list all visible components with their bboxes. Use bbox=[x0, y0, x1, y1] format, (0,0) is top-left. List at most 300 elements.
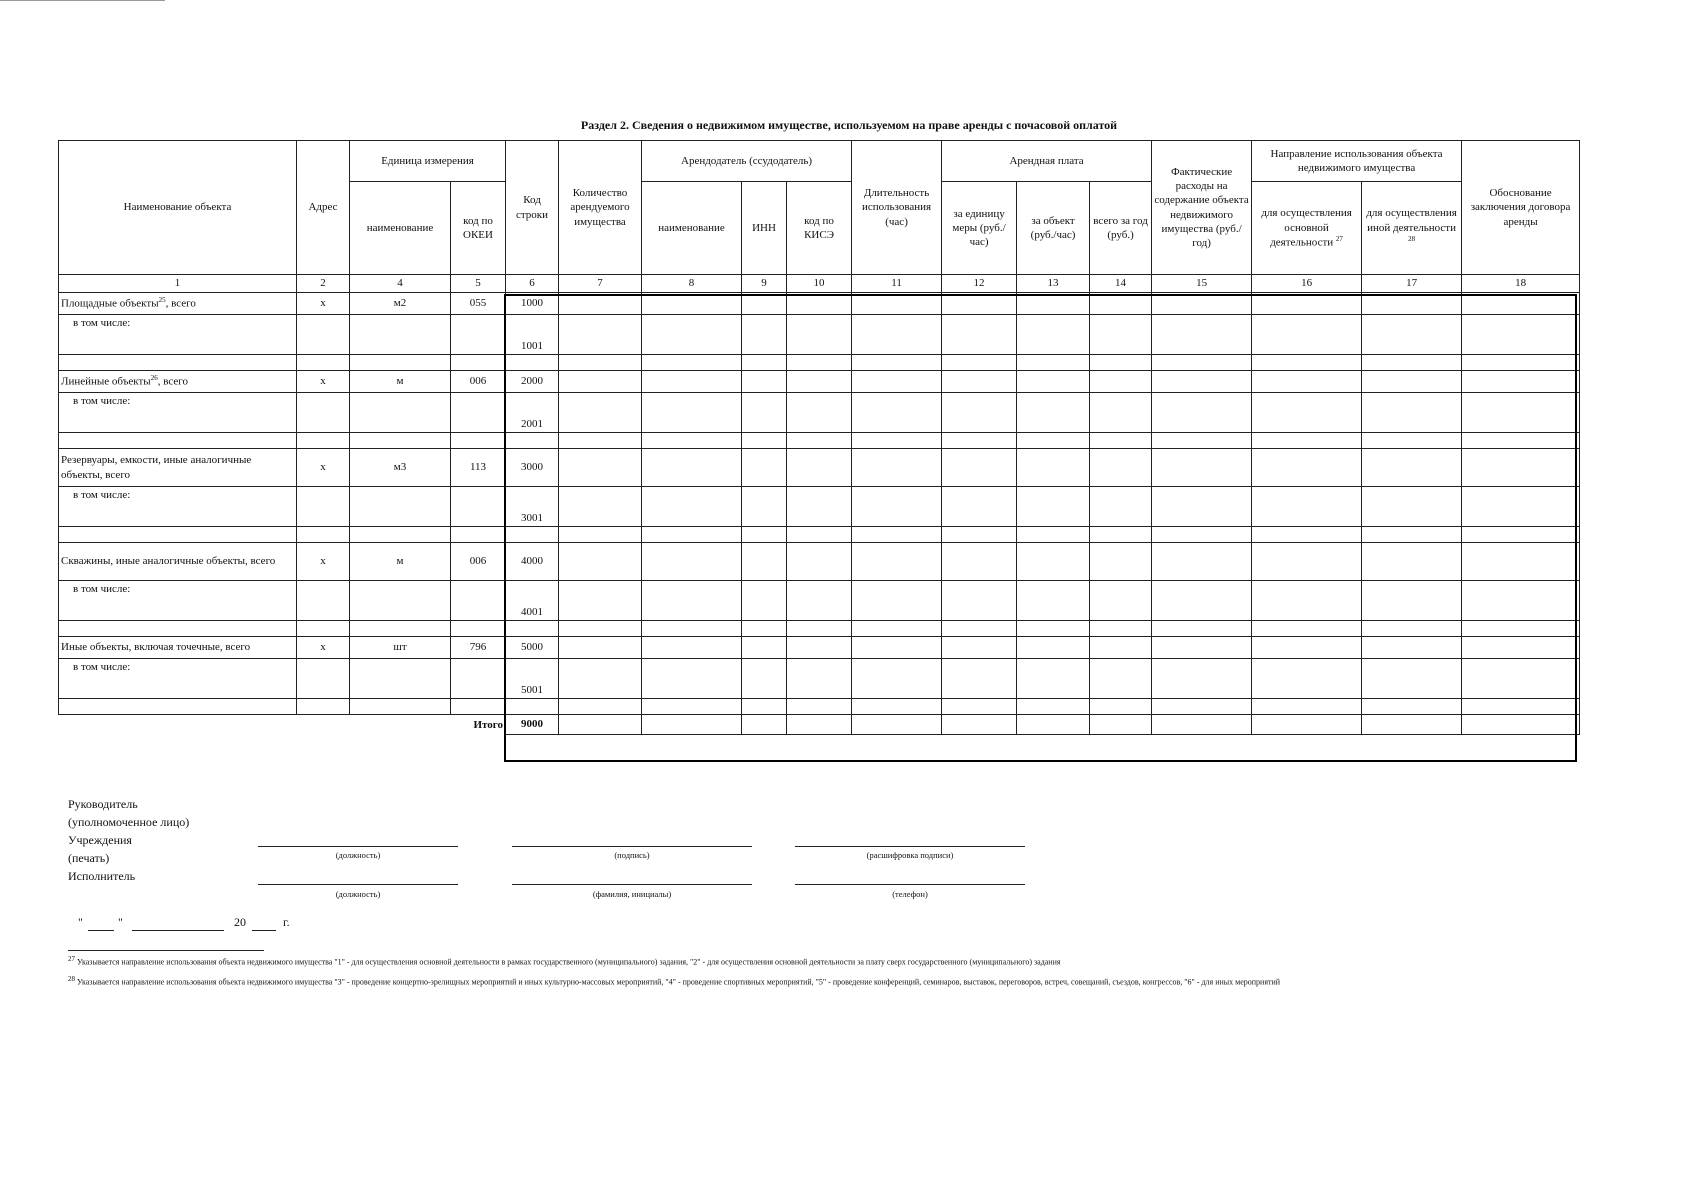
empty-cell[interactable] bbox=[852, 527, 942, 543]
empty-cell[interactable] bbox=[642, 371, 742, 393]
empty-cell[interactable] bbox=[297, 315, 350, 355]
empty-cell[interactable] bbox=[59, 355, 297, 371]
table-row-sub bbox=[59, 659, 1580, 699]
empty-cell[interactable] bbox=[451, 315, 506, 355]
empty-cell[interactable] bbox=[506, 621, 559, 637]
empty-cell[interactable] bbox=[1017, 449, 1090, 487]
empty-cell[interactable] bbox=[852, 315, 942, 355]
empty-cell[interactable] bbox=[1090, 355, 1152, 371]
empty-cell[interactable] bbox=[787, 393, 852, 433]
empty-cell[interactable] bbox=[506, 355, 559, 371]
empty-cell[interactable] bbox=[1017, 355, 1090, 371]
empty-cell[interactable] bbox=[787, 355, 852, 371]
row-code-cell: 4001 bbox=[506, 581, 559, 621]
empty-cell[interactable] bbox=[1362, 449, 1462, 487]
empty-cell[interactable] bbox=[559, 355, 642, 371]
footnote-27: $^{27}$ Указывается направление использования объекта недвижимого имущества "1" - для осуществления основной деятельности в рамках государственного (муниципального) задания, "2" - для осуществления основной деятельности за плату сверх государственного (муниципального) задания bbox=[68, 955, 1061, 967]
empty-cell[interactable] bbox=[942, 621, 1017, 637]
empty-cell[interactable] bbox=[1152, 527, 1252, 543]
empty-cell[interactable] bbox=[451, 581, 506, 621]
empty-cell[interactable] bbox=[1362, 543, 1462, 581]
empty-cell[interactable] bbox=[742, 581, 787, 621]
empty-cell[interactable] bbox=[742, 293, 787, 315]
empty-cell[interactable] bbox=[942, 371, 1017, 393]
empty-cell[interactable] bbox=[1252, 699, 1362, 715]
empty-cell[interactable] bbox=[297, 621, 350, 637]
okei-cell: 113 bbox=[451, 449, 506, 487]
empty-cell[interactable] bbox=[787, 527, 852, 543]
empty-cell[interactable] bbox=[451, 527, 506, 543]
column-number: 5 bbox=[451, 275, 506, 293]
empty-cell[interactable] bbox=[1090, 371, 1152, 393]
empty-cell[interactable] bbox=[787, 487, 852, 527]
empty-cell[interactable] bbox=[1252, 715, 1362, 735]
empty-cell[interactable] bbox=[297, 527, 350, 543]
empty-cell[interactable] bbox=[1152, 393, 1252, 433]
empty-cell[interactable] bbox=[852, 355, 942, 371]
empty-cell[interactable] bbox=[642, 699, 742, 715]
empty-cell[interactable] bbox=[787, 637, 852, 659]
empty-cell[interactable] bbox=[1152, 433, 1252, 449]
empty-cell[interactable] bbox=[852, 621, 942, 637]
signature-block-labels bbox=[68, 795, 189, 885]
empty-cell[interactable] bbox=[1362, 393, 1462, 433]
empty-cell[interactable] bbox=[1017, 659, 1090, 699]
empty-cell[interactable] bbox=[1017, 715, 1090, 735]
table-row-sub bbox=[59, 581, 1580, 621]
table-row-blank bbox=[59, 621, 1580, 637]
empty-cell[interactable] bbox=[742, 449, 787, 487]
empty-cell[interactable] bbox=[1152, 355, 1252, 371]
empty-cell[interactable] bbox=[1462, 699, 1580, 715]
empty-cell[interactable] bbox=[1462, 393, 1580, 433]
empty-cell[interactable] bbox=[1252, 621, 1362, 637]
empty-cell[interactable] bbox=[942, 637, 1017, 659]
empty-cell[interactable] bbox=[942, 659, 1017, 699]
empty-cell[interactable] bbox=[1017, 487, 1090, 527]
empty-cell[interactable] bbox=[642, 637, 742, 659]
empty-cell[interactable] bbox=[1090, 315, 1152, 355]
empty-cell[interactable] bbox=[742, 371, 787, 393]
empty-cell[interactable] bbox=[742, 715, 787, 735]
empty-cell[interactable] bbox=[1152, 699, 1252, 715]
empty-cell[interactable] bbox=[1252, 315, 1362, 355]
empty-cell[interactable] bbox=[297, 581, 350, 621]
empty-cell[interactable] bbox=[852, 371, 942, 393]
empty-cell[interactable] bbox=[1090, 715, 1152, 735]
empty-cell[interactable] bbox=[350, 393, 451, 433]
empty-cell[interactable] bbox=[642, 449, 742, 487]
empty-cell[interactable] bbox=[1362, 621, 1462, 637]
empty-cell[interactable] bbox=[59, 699, 297, 715]
date-year-prefix: 20 bbox=[234, 915, 246, 929]
row-code-cell: 5001 bbox=[506, 659, 559, 699]
caption-decode: (расшифровка подписи) bbox=[866, 850, 954, 860]
empty-cell[interactable] bbox=[742, 543, 787, 581]
empty-cell[interactable] bbox=[1017, 393, 1090, 433]
label-authorized: (уполномоченное лицо) bbox=[68, 815, 190, 829]
empty-cell[interactable] bbox=[297, 393, 350, 433]
row-code-cell: 1001 bbox=[506, 315, 559, 355]
empty-cell[interactable] bbox=[1362, 637, 1462, 659]
empty-cell[interactable] bbox=[297, 659, 350, 699]
empty-cell[interactable] bbox=[59, 621, 297, 637]
empty-cell[interactable] bbox=[350, 527, 451, 543]
empty-cell[interactable] bbox=[1152, 487, 1252, 527]
object-type-name bbox=[59, 371, 297, 393]
empty-cell[interactable] bbox=[942, 487, 1017, 527]
empty-cell[interactable] bbox=[1362, 371, 1462, 393]
empty-cell[interactable] bbox=[1252, 581, 1362, 621]
empty-cell[interactable] bbox=[1152, 659, 1252, 699]
empty-cell[interactable] bbox=[1090, 527, 1152, 543]
empty-cell[interactable] bbox=[350, 621, 451, 637]
okei-cell: 796 bbox=[451, 637, 506, 659]
address-cell: х bbox=[297, 371, 350, 393]
empty-cell[interactable] bbox=[942, 449, 1017, 487]
empty-cell[interactable] bbox=[642, 355, 742, 371]
empty-cell[interactable] bbox=[1252, 527, 1362, 543]
row-code-cell: 1000 bbox=[506, 293, 559, 315]
empty-cell[interactable] bbox=[1462, 621, 1580, 637]
empty-cell[interactable] bbox=[451, 659, 506, 699]
empty-cell[interactable] bbox=[1252, 433, 1362, 449]
column-number: 11 bbox=[852, 275, 942, 293]
column-number: 4 bbox=[350, 275, 451, 293]
empty-cell[interactable] bbox=[1362, 293, 1462, 315]
empty-cell[interactable] bbox=[559, 699, 642, 715]
empty-cell[interactable] bbox=[559, 433, 642, 449]
empty-cell[interactable] bbox=[559, 637, 642, 659]
empty-cell[interactable] bbox=[787, 659, 852, 699]
col-header-rent-year: всего за год (руб.) bbox=[1090, 182, 1152, 275]
object-type-label: Резервуары, емкости, иные аналогичные объекты, всего bbox=[61, 454, 252, 481]
empty-cell[interactable] bbox=[942, 699, 1017, 715]
empty-cell[interactable] bbox=[1362, 527, 1462, 543]
empty-cell[interactable] bbox=[506, 699, 559, 715]
empty-cell[interactable] bbox=[1017, 543, 1090, 581]
empty-cell[interactable] bbox=[59, 527, 297, 543]
empty-cell[interactable] bbox=[559, 543, 642, 581]
okei-cell: 055 bbox=[451, 293, 506, 315]
empty-cell[interactable] bbox=[787, 621, 852, 637]
empty-cell[interactable] bbox=[451, 433, 506, 449]
empty-cell[interactable] bbox=[59, 433, 297, 449]
empty-cell[interactable] bbox=[1090, 487, 1152, 527]
empty-cell[interactable] bbox=[451, 355, 506, 371]
empty-cell[interactable] bbox=[1252, 487, 1362, 527]
empty-cell[interactable] bbox=[1462, 659, 1580, 699]
empty-cell[interactable] bbox=[559, 621, 642, 637]
empty-cell[interactable] bbox=[451, 393, 506, 433]
empty-cell[interactable] bbox=[787, 315, 852, 355]
empty-cell[interactable] bbox=[642, 433, 742, 449]
table-row-total bbox=[59, 449, 1580, 487]
empty-cell[interactable] bbox=[942, 433, 1017, 449]
empty-cell[interactable] bbox=[1462, 527, 1580, 543]
empty-cell[interactable] bbox=[559, 487, 642, 527]
empty-cell[interactable] bbox=[742, 527, 787, 543]
empty-cell[interactable] bbox=[642, 659, 742, 699]
empty-cell[interactable] bbox=[852, 487, 942, 527]
unit-name-cell: м bbox=[350, 543, 451, 581]
empty-cell[interactable] bbox=[350, 355, 451, 371]
empty-cell[interactable] bbox=[1017, 371, 1090, 393]
empty-cell[interactable] bbox=[742, 699, 787, 715]
empty-cell[interactable] bbox=[1252, 371, 1362, 393]
empty-cell[interactable] bbox=[1462, 637, 1580, 659]
empty-cell[interactable] bbox=[942, 527, 1017, 543]
empty-cell[interactable] bbox=[559, 293, 642, 315]
empty-cell[interactable] bbox=[1152, 293, 1252, 315]
empty-cell[interactable] bbox=[1090, 621, 1152, 637]
empty-cell[interactable] bbox=[1152, 315, 1252, 355]
label-stamp: (печать) bbox=[68, 851, 110, 865]
row-code-cell: 2001 bbox=[506, 393, 559, 433]
empty-cell[interactable] bbox=[1017, 293, 1090, 315]
fio-line bbox=[512, 884, 752, 885]
empty-cell[interactable] bbox=[350, 315, 451, 355]
empty-cell[interactable] bbox=[642, 621, 742, 637]
empty-cell[interactable] bbox=[1090, 393, 1152, 433]
sub-label-cell: в том числе: bbox=[59, 581, 297, 621]
empty-cell[interactable] bbox=[506, 433, 559, 449]
empty-cell[interactable] bbox=[942, 293, 1017, 315]
empty-cell[interactable] bbox=[642, 487, 742, 527]
empty-cell[interactable] bbox=[1152, 637, 1252, 659]
caption-phone: (телефон) bbox=[892, 889, 928, 899]
date-month-line bbox=[132, 930, 224, 931]
empty-cell[interactable] bbox=[1017, 621, 1090, 637]
column-number: 10 bbox=[787, 275, 852, 293]
sub-label-cell: в том числе: bbox=[59, 487, 297, 527]
empty-cell[interactable] bbox=[1017, 637, 1090, 659]
col-header-inn: ИНН bbox=[742, 182, 787, 275]
empty-cell[interactable] bbox=[1362, 315, 1462, 355]
empty-cell[interactable] bbox=[642, 543, 742, 581]
empty-cell[interactable] bbox=[642, 293, 742, 315]
empty-cell[interactable] bbox=[559, 715, 642, 735]
empty-cell[interactable] bbox=[1152, 371, 1252, 393]
empty-cell[interactable] bbox=[642, 715, 742, 735]
empty-cell[interactable] bbox=[942, 315, 1017, 355]
empty-cell[interactable] bbox=[559, 449, 642, 487]
empty-cell[interactable] bbox=[1017, 527, 1090, 543]
empty-cell[interactable] bbox=[1252, 449, 1362, 487]
empty-cell[interactable] bbox=[742, 355, 787, 371]
empty-cell[interactable] bbox=[942, 393, 1017, 433]
empty-cell[interactable] bbox=[1252, 355, 1362, 371]
empty-cell[interactable] bbox=[1090, 433, 1152, 449]
unit-name-cell: м2 bbox=[350, 293, 451, 315]
empty-cell[interactable] bbox=[451, 621, 506, 637]
empty-cell[interactable] bbox=[1017, 433, 1090, 449]
empty-cell[interactable] bbox=[1362, 715, 1462, 735]
col-header-basis: Обоснование заключения договора аренды bbox=[1462, 141, 1580, 275]
empty-cell[interactable] bbox=[1017, 699, 1090, 715]
table-row-total bbox=[59, 293, 1580, 315]
empty-cell[interactable] bbox=[1090, 581, 1152, 621]
empty-cell[interactable] bbox=[350, 487, 451, 527]
empty-cell[interactable] bbox=[642, 581, 742, 621]
empty-cell[interactable] bbox=[852, 699, 942, 715]
empty-cell[interactable] bbox=[297, 699, 350, 715]
empty-cell[interactable] bbox=[1152, 621, 1252, 637]
empty-cell[interactable] bbox=[787, 699, 852, 715]
empty-cell[interactable] bbox=[852, 449, 942, 487]
empty-cell[interactable] bbox=[1090, 637, 1152, 659]
empty-cell[interactable] bbox=[559, 581, 642, 621]
empty-cell[interactable] bbox=[1152, 449, 1252, 487]
empty-cell[interactable] bbox=[1462, 449, 1580, 487]
address-cell: х bbox=[297, 293, 350, 315]
empty-cell[interactable] bbox=[1462, 543, 1580, 581]
empty-cell[interactable] bbox=[852, 659, 942, 699]
col-header-unit-name: наименование bbox=[350, 182, 451, 275]
col-header-duration: Длительность использования (час) bbox=[852, 141, 942, 275]
empty-cell[interactable] bbox=[1462, 293, 1580, 315]
empty-cell[interactable] bbox=[1152, 581, 1252, 621]
col-header-rent-object: за объект (руб./час) bbox=[1017, 182, 1090, 275]
empty-cell[interactable] bbox=[1090, 449, 1152, 487]
empty-cell[interactable] bbox=[1362, 487, 1462, 527]
label-head: Руководитель bbox=[68, 797, 138, 811]
empty-cell[interactable] bbox=[942, 581, 1017, 621]
empty-cell[interactable] bbox=[559, 393, 642, 433]
empty-cell[interactable] bbox=[1462, 433, 1580, 449]
empty-cell[interactable] bbox=[1090, 543, 1152, 581]
empty-cell[interactable] bbox=[1090, 659, 1152, 699]
empty-cell[interactable] bbox=[787, 581, 852, 621]
empty-cell[interactable] bbox=[942, 355, 1017, 371]
empty-cell[interactable] bbox=[642, 315, 742, 355]
col-header-name: Наименование объекта bbox=[59, 141, 297, 275]
address-cell: х bbox=[297, 637, 350, 659]
empty-cell[interactable] bbox=[1017, 315, 1090, 355]
empty-cell[interactable] bbox=[1252, 543, 1362, 581]
empty-cell[interactable] bbox=[1462, 315, 1580, 355]
caption-fio: (фамилия, инициалы) bbox=[592, 889, 672, 899]
sub-label-cell: в том числе: bbox=[59, 659, 297, 699]
table-row-blank bbox=[59, 699, 1580, 715]
empty-cell[interactable] bbox=[1362, 699, 1462, 715]
empty-cell[interactable] bbox=[559, 315, 642, 355]
empty-cell[interactable] bbox=[559, 527, 642, 543]
empty-cell[interactable] bbox=[350, 699, 451, 715]
empty-cell[interactable] bbox=[1462, 487, 1580, 527]
empty-cell[interactable] bbox=[742, 487, 787, 527]
empty-cell[interactable] bbox=[852, 433, 942, 449]
signature-line bbox=[512, 846, 752, 847]
empty-cell[interactable] bbox=[852, 581, 942, 621]
empty-cell[interactable] bbox=[1462, 715, 1580, 735]
empty-cell[interactable] bbox=[742, 393, 787, 433]
table-row-blank bbox=[59, 433, 1580, 449]
table-row-total bbox=[59, 543, 1580, 581]
date-close-quote: " bbox=[118, 915, 123, 929]
table-row-blank bbox=[59, 527, 1580, 543]
empty-cell[interactable] bbox=[742, 659, 787, 699]
empty-cell[interactable] bbox=[787, 715, 852, 735]
empty-cell[interactable] bbox=[350, 659, 451, 699]
empty-cell[interactable] bbox=[451, 699, 506, 715]
object-type-name bbox=[59, 637, 297, 659]
empty-cell[interactable] bbox=[742, 315, 787, 355]
empty-cell[interactable] bbox=[742, 433, 787, 449]
empty-cell[interactable] bbox=[297, 355, 350, 371]
empty-cell[interactable] bbox=[642, 393, 742, 433]
empty-cell[interactable] bbox=[1362, 355, 1462, 371]
empty-cell[interactable] bbox=[787, 543, 852, 581]
empty-cell[interactable] bbox=[1152, 715, 1252, 735]
empty-cell[interactable] bbox=[942, 543, 1017, 581]
object-type-label: Площадные объекты bbox=[61, 297, 159, 310]
empty-cell[interactable] bbox=[1362, 659, 1462, 699]
empty-cell[interactable] bbox=[852, 715, 942, 735]
empty-cell[interactable] bbox=[1252, 659, 1362, 699]
empty-cell[interactable] bbox=[787, 371, 852, 393]
empty-cell[interactable] bbox=[852, 393, 942, 433]
object-type-label: Скважины, иные аналогичные объекты, всего bbox=[61, 555, 276, 568]
empty-cell[interactable] bbox=[787, 293, 852, 315]
object-type-label: Линейные объекты bbox=[61, 375, 151, 388]
empty-cell[interactable] bbox=[787, 433, 852, 449]
object-type-name bbox=[59, 449, 297, 487]
empty-cell[interactable] bbox=[1090, 699, 1152, 715]
empty-cell[interactable] bbox=[942, 715, 1017, 735]
empty-cell[interactable] bbox=[852, 637, 942, 659]
empty-cell[interactable] bbox=[1362, 581, 1462, 621]
empty-cell[interactable] bbox=[506, 527, 559, 543]
empty-cell[interactable] bbox=[642, 527, 742, 543]
empty-cell[interactable] bbox=[1252, 293, 1362, 315]
unit-name-cell: м3 bbox=[350, 449, 451, 487]
sub-label-cell: в том числе: bbox=[59, 393, 297, 433]
empty-cell[interactable] bbox=[742, 621, 787, 637]
empty-cell[interactable] bbox=[350, 433, 451, 449]
empty-cell[interactable] bbox=[742, 637, 787, 659]
col-header-direction-group: Направление использования объекта недвижимого имущества bbox=[1252, 141, 1462, 182]
table-row-grand-total bbox=[59, 715, 1580, 735]
empty-cell[interactable] bbox=[559, 371, 642, 393]
empty-cell[interactable] bbox=[297, 487, 350, 527]
footnote-separator bbox=[68, 950, 264, 951]
empty-cell[interactable] bbox=[1017, 581, 1090, 621]
empty-cell[interactable] bbox=[559, 659, 642, 699]
empty-cell[interactable] bbox=[1362, 433, 1462, 449]
empty-cell[interactable] bbox=[852, 543, 942, 581]
column-number: 8 bbox=[642, 275, 742, 293]
table-row-total bbox=[59, 371, 1580, 393]
empty-cell[interactable] bbox=[297, 433, 350, 449]
empty-cell[interactable] bbox=[1462, 355, 1580, 371]
empty-cell[interactable] bbox=[1462, 371, 1580, 393]
caption-signature: (подпись) bbox=[614, 850, 650, 860]
empty-cell[interactable] bbox=[1152, 543, 1252, 581]
empty-cell[interactable] bbox=[1462, 581, 1580, 621]
empty-cell[interactable] bbox=[1252, 637, 1362, 659]
empty-cell[interactable] bbox=[451, 487, 506, 527]
empty-cell[interactable] bbox=[1090, 293, 1152, 315]
table-row-blank bbox=[59, 355, 1580, 371]
table-row-sub bbox=[59, 315, 1580, 355]
empty-cell[interactable] bbox=[787, 449, 852, 487]
empty-cell[interactable] bbox=[852, 293, 942, 315]
empty-cell[interactable] bbox=[350, 581, 451, 621]
column-number: 6 bbox=[506, 275, 559, 293]
sub-label-cell: в том числе: bbox=[59, 315, 297, 355]
empty-cell[interactable] bbox=[1252, 393, 1362, 433]
